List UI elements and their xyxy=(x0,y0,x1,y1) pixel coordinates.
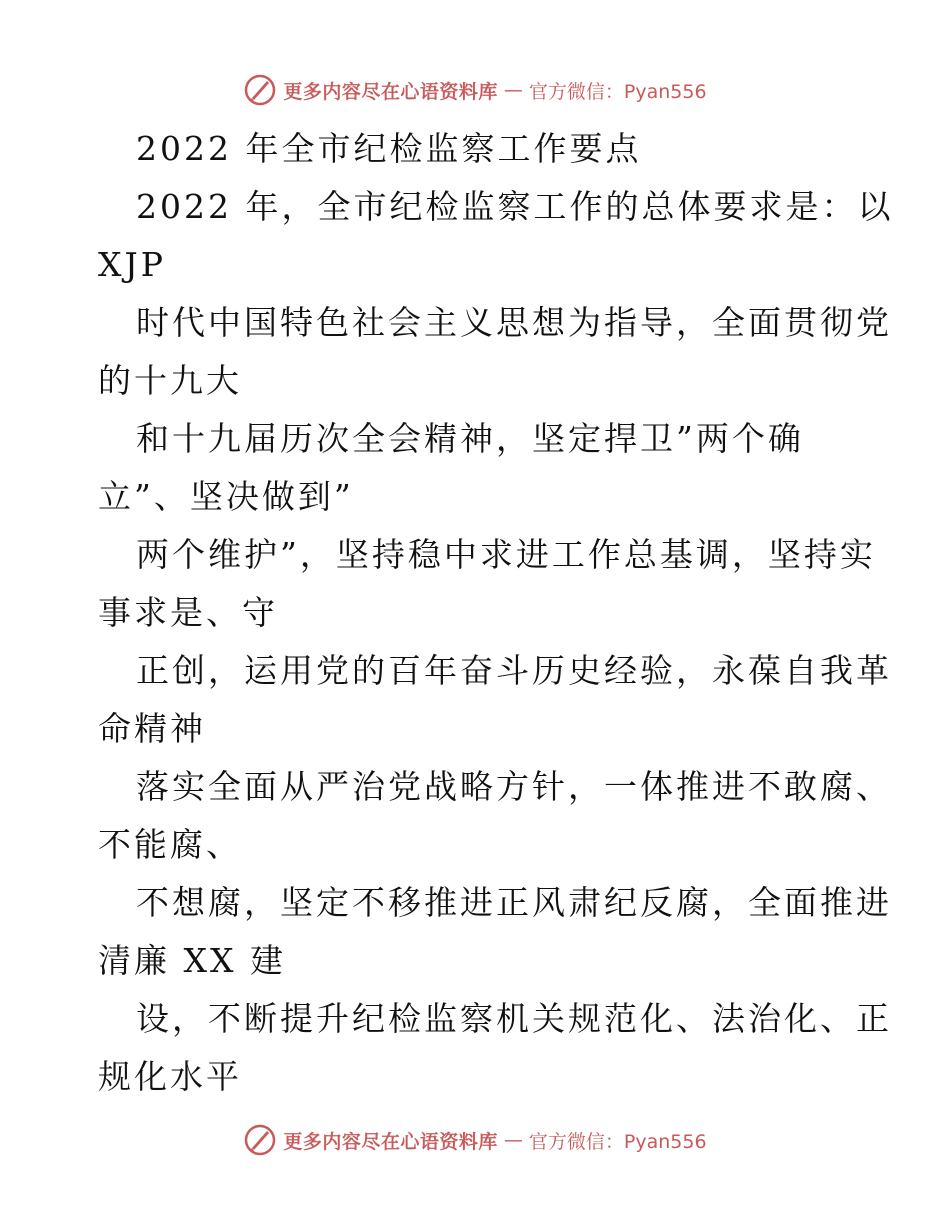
paragraph-line: 不能腐、 xyxy=(98,825,242,864)
paragraph-line: 两个维护”，坚持稳中求进工作总基调，坚持实 xyxy=(136,535,876,574)
paragraph-line: 的十九大 xyxy=(98,361,242,400)
paragraph-line: 设，不断提升纪检监察机关规范化、法治化、正 xyxy=(136,999,892,1038)
watermark-separator: — xyxy=(503,1129,523,1151)
watermark-brand-text: 更多内容尽在心语资料库 xyxy=(283,1130,498,1153)
paragraph-line: 时代中国特色社会主义思想为指导，全面贯彻党 xyxy=(136,303,892,342)
watermark-wechat-text: 官方微信：Pyan556 xyxy=(528,80,707,103)
document-body xyxy=(98,120,894,1106)
footer-watermark xyxy=(0,1120,950,1160)
watermark-separator: — xyxy=(503,79,523,101)
document-title: 2022 年全市纪检监察工作要点 xyxy=(136,129,642,168)
quill-logo-icon xyxy=(243,73,277,107)
paragraph-line: 命精神 xyxy=(98,709,206,748)
paragraph-line: 正创，运用党的百年奋斗历史经验，永葆自我革 xyxy=(136,651,892,690)
paragraph-line: 2022 年，全市纪检监察工作的总体要求是：以 xyxy=(136,187,894,226)
paragraph-line: 清廉 XX 建 xyxy=(98,941,286,980)
paragraph-line: 不想腐，坚定不移推进正风肃纪反腐，全面推进 xyxy=(136,883,892,922)
paragraph-line: 事求是、守 xyxy=(98,593,278,632)
quill-logo-icon xyxy=(243,1123,277,1157)
header-watermark xyxy=(0,70,950,110)
watermark-brand-text: 更多内容尽在心语资料库 xyxy=(283,80,498,103)
paragraph-line: 规化水平 xyxy=(98,1057,242,1096)
watermark-wechat-text: 官方微信：Pyan556 xyxy=(528,1130,707,1153)
paragraph-line: 立”、坚决做到” xyxy=(98,477,354,516)
paragraph-line: 和十九届历次全会精神，坚定捍卫”两个确 xyxy=(136,419,804,458)
paragraph-line: XJP xyxy=(98,245,166,284)
paragraph-line: 落实全面从严治党战略方针，一体推进不敢腐、 xyxy=(136,767,892,806)
